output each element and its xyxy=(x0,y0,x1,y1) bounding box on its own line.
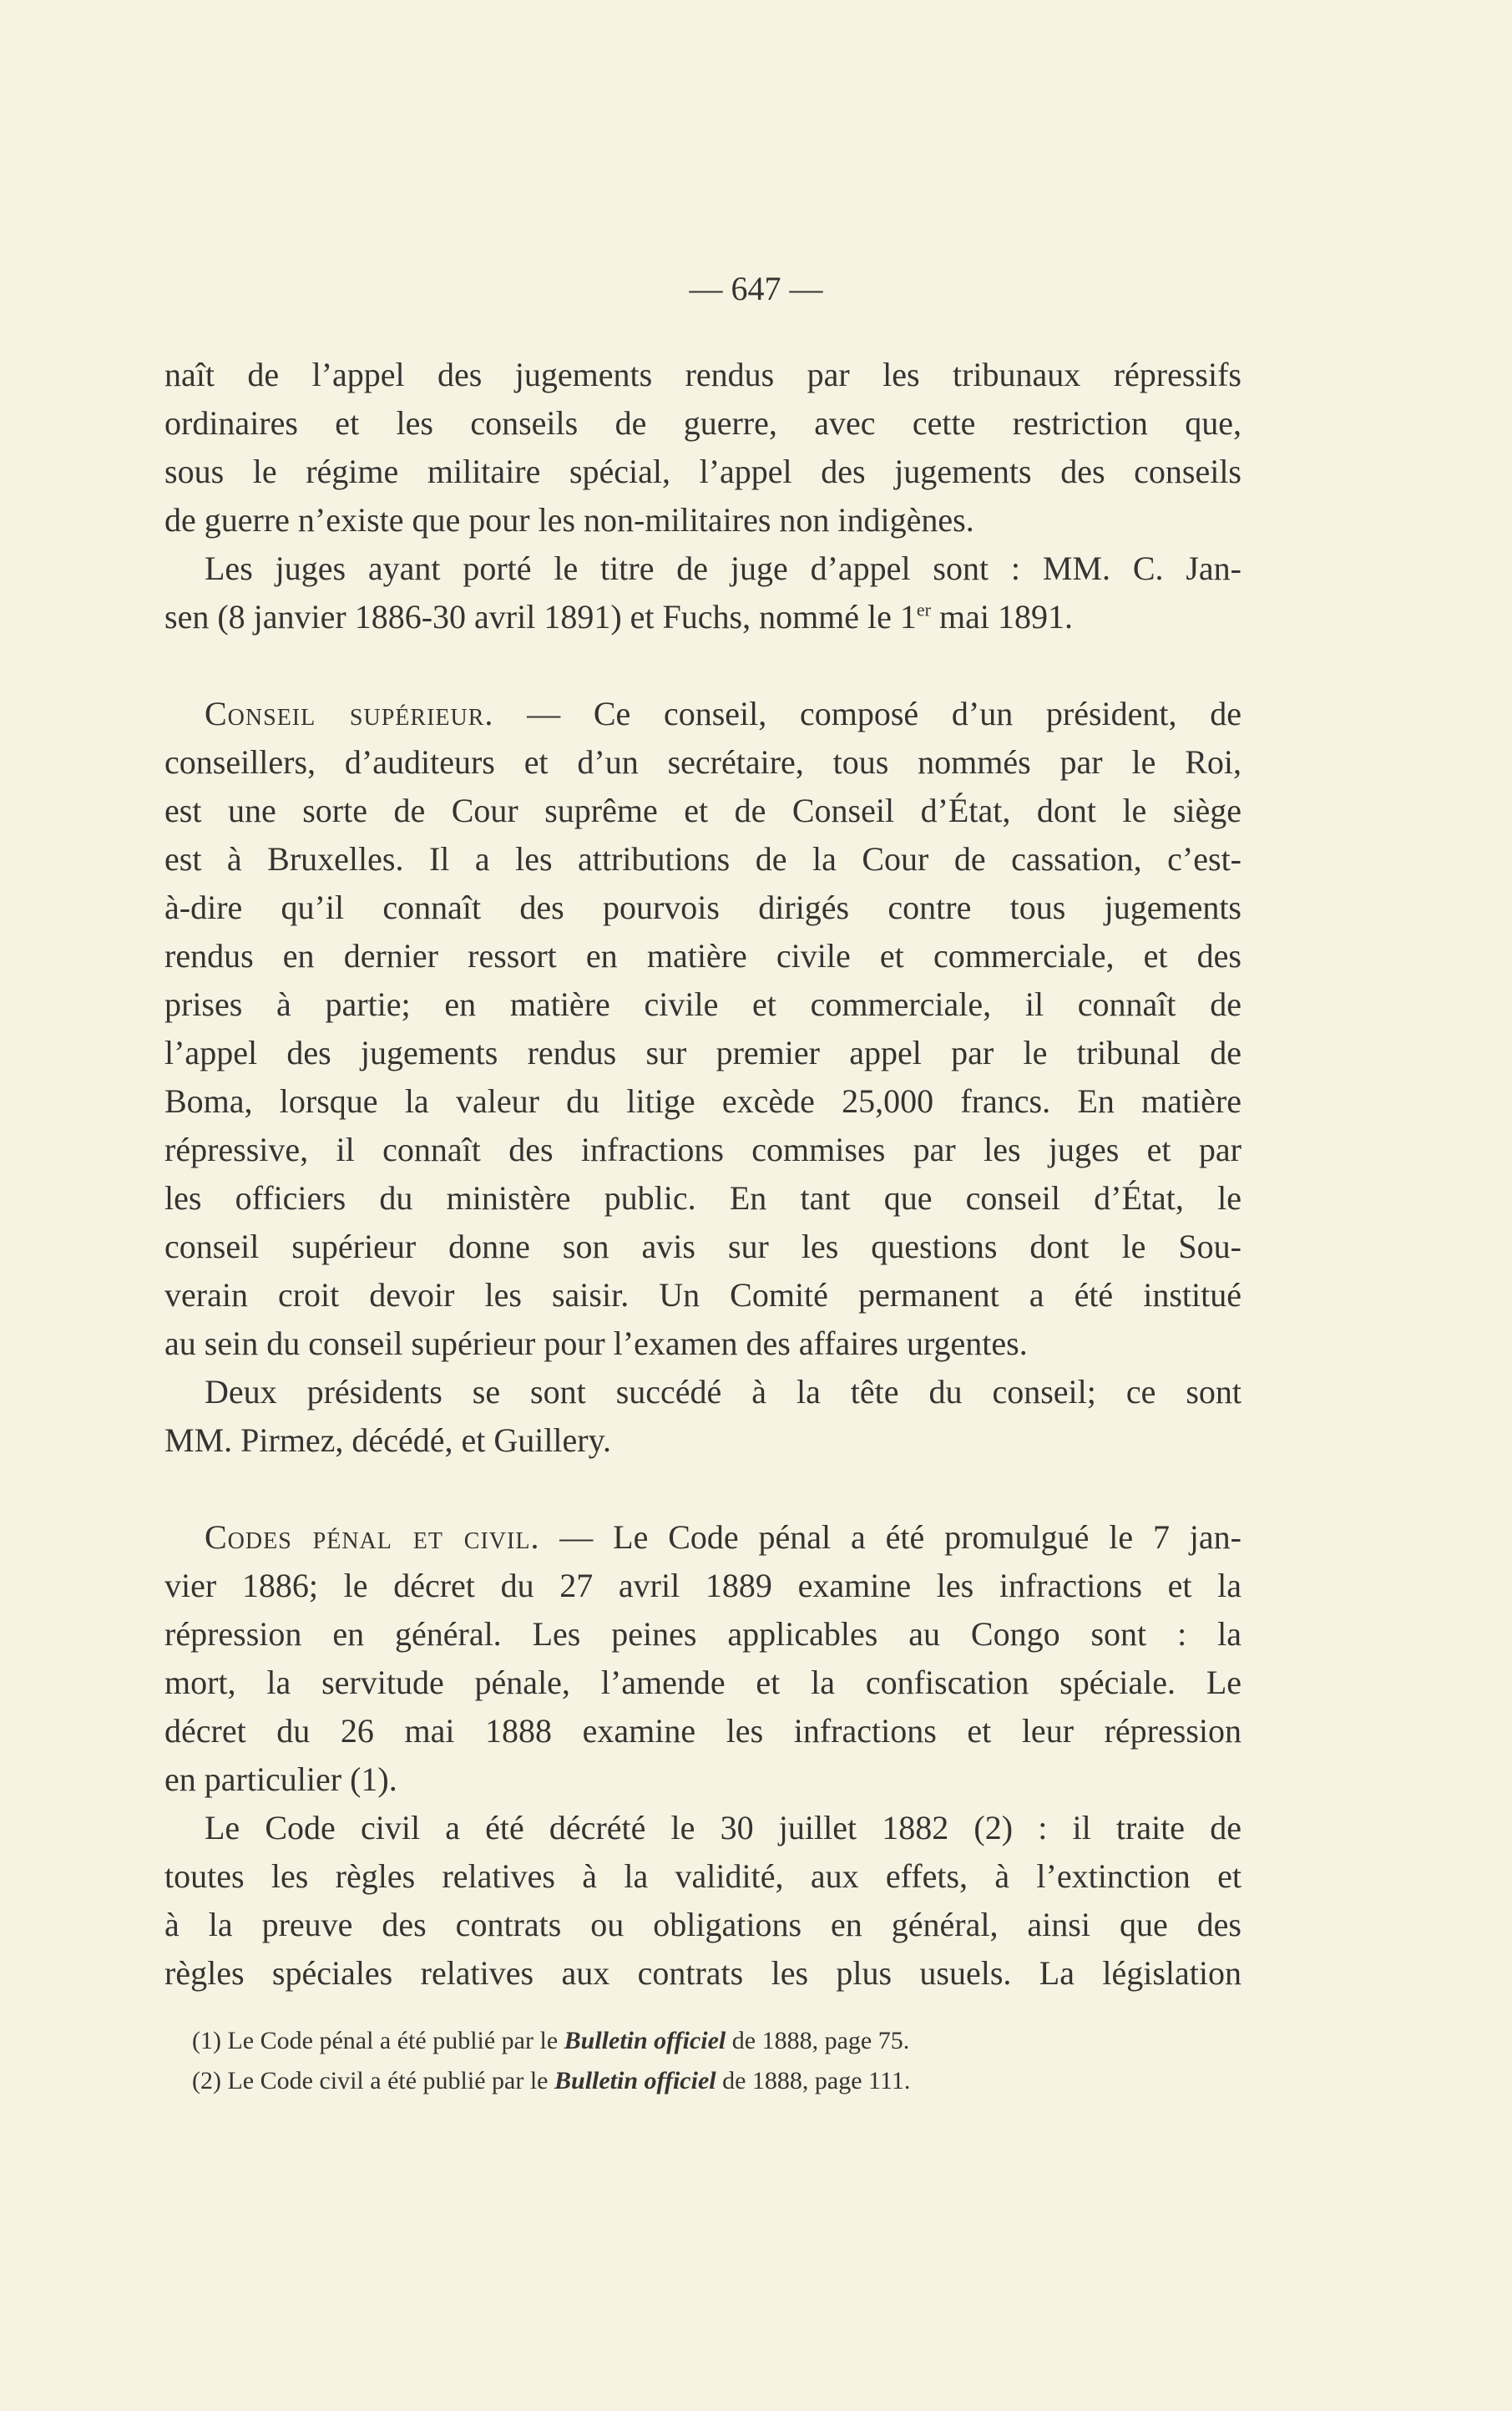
line-text: est à Bruxelles. Il a les attributions de la Cour de cassation, c’est- xyxy=(164,840,1241,878)
footnote-citation: Bulletin officiel xyxy=(554,2067,716,2094)
line-text: mort, la servitude pénale, l’amende et la confiscation spéciale. Le xyxy=(164,1664,1241,1701)
line-text: Boma, lorsque la valeur du litige excède 25,000 francs. En matière xyxy=(164,1082,1241,1120)
text-line xyxy=(164,545,1241,593)
section-heading: Conseil supérieur. xyxy=(205,695,494,732)
line-text: vier 1886; le décret du 27 avril 1889 examine les infractions et la xyxy=(164,1567,1241,1604)
body-text xyxy=(164,351,1241,1998)
text-line xyxy=(164,738,1241,787)
paragraph xyxy=(164,1368,1241,1465)
footnotes xyxy=(192,2021,1277,2101)
footnote-text: de 1888, page 111. xyxy=(716,2067,911,2094)
text-line xyxy=(164,1707,1241,1755)
footnote-citation: Bulletin officiel xyxy=(564,2027,726,2054)
line-text: — Ce conseil, composé d’un président, de xyxy=(493,695,1241,732)
paragraph xyxy=(164,690,1241,1368)
text-line xyxy=(164,1029,1241,1077)
text-line xyxy=(164,1804,1241,1852)
line-text: les officiers du ministère public. En tant que conseil d’État, le xyxy=(164,1179,1241,1217)
line-text: prises à partie; en matière civile et commerciale, il connaît de xyxy=(164,985,1241,1023)
text-line xyxy=(164,980,1241,1029)
footnote-text: (1) Le Code pénal a été publié par le xyxy=(192,2027,564,2054)
text-line xyxy=(164,1416,1241,1465)
text-line xyxy=(164,1223,1241,1271)
text-line xyxy=(164,496,1241,545)
line-text: à la preuve des contrats ou obligations en général, ainsi que des xyxy=(164,1906,1241,1943)
line-text: est une sorte de Cour suprême et de Conseil d’État, dont le siège xyxy=(164,792,1241,829)
footnote xyxy=(192,2021,1277,2061)
line-text: Deux présidents se sont succédé à la tête du conseil; ce sont xyxy=(205,1373,1241,1411)
section-gap xyxy=(164,1465,1241,1513)
text-line xyxy=(164,1610,1241,1659)
line-text: décret du 26 mai 1888 examine les infractions et leur répression xyxy=(164,1712,1241,1750)
text-line xyxy=(164,1755,1241,1804)
text-line xyxy=(164,1174,1241,1223)
line-text: règles spéciales relatives aux contrats les plus usuels. La législation xyxy=(164,1954,1241,1992)
line-text: sous le régime militaire spécial, l’appel des jugements des conseils xyxy=(164,453,1241,490)
line-text: l’appel des jugements rendus sur premier appel par le tribunal de xyxy=(164,1034,1241,1071)
line-text: mai 1891. xyxy=(931,598,1073,636)
line-text: toutes les règles relatives à la validité, aux effets, à l’extinction et xyxy=(164,1857,1241,1895)
text-line xyxy=(164,1513,1241,1562)
footnote xyxy=(192,2061,1277,2101)
line-text: Le Code civil a été décrété le 30 juillet 1882 (2) : il traite de xyxy=(205,1809,1241,1846)
line-text: naît de l’appel des jugements rendus par les tribunaux répressifs xyxy=(164,356,1241,393)
line-text: conseil supérieur donne son avis sur les questions dont le Sou- xyxy=(164,1228,1241,1265)
line-text: de guerre n’existe que pour les non-militaires non indigènes. xyxy=(164,501,974,539)
line-text: Les juges ayant porté le titre de juge d’appel sont : MM. C. Jan- xyxy=(205,550,1241,587)
text-line xyxy=(164,835,1241,884)
paragraph xyxy=(164,545,1241,641)
line-text: verain croit devoir les saisir. Un Comité permanent a été institué xyxy=(164,1276,1241,1314)
text-line xyxy=(164,448,1241,496)
text-line xyxy=(164,399,1241,448)
line-text: conseillers, d’auditeurs et d’un secrétaire, tous nommés par le Roi, xyxy=(164,743,1241,781)
line-text: en particulier (1). xyxy=(164,1760,397,1798)
line-text: au sein du conseil supérieur pour l’examen des affaires urgentes. xyxy=(164,1325,1028,1362)
line-text: ordinaires et les conseils de guerre, avec cette restriction que, xyxy=(164,404,1241,442)
line-text: répressive, il connaît des infractions commises par les juges et par xyxy=(164,1131,1241,1168)
text-line xyxy=(164,787,1241,835)
text-line xyxy=(164,1901,1241,1949)
text-line xyxy=(164,1077,1241,1126)
footnote-text: de 1888, page 75. xyxy=(726,2027,910,2054)
paragraph xyxy=(164,351,1241,545)
footnote-text: (2) Le Code civil a été publié par le xyxy=(192,2067,554,2094)
text-line xyxy=(164,351,1241,399)
section-heading: Codes pénal et civil. xyxy=(205,1518,540,1556)
line-text: sen (8 janvier 1886-30 avril 1891) et Fuchs, nommé le 1 xyxy=(164,598,917,636)
text-line xyxy=(164,1126,1241,1174)
text-line xyxy=(164,1659,1241,1707)
superscript: er xyxy=(916,599,932,620)
section-gap xyxy=(164,641,1241,690)
text-line xyxy=(164,1319,1241,1368)
paragraph xyxy=(164,1804,1241,1998)
line-text: à-dire qu’il connaît des pourvois dirigés contre tous jugements xyxy=(164,889,1241,926)
line-text: — Le Code pénal a été promulgué le 7 jan- xyxy=(539,1518,1241,1556)
text-line xyxy=(164,1271,1241,1319)
paragraph xyxy=(164,1513,1241,1804)
page-number: — 647 — xyxy=(689,270,823,307)
text-line xyxy=(164,690,1241,738)
line-text: MM. Pirmez, décédé, et Guillery. xyxy=(164,1421,612,1459)
text-line xyxy=(164,932,1241,980)
text-line xyxy=(164,1368,1241,1416)
text-line xyxy=(164,884,1241,932)
text-line xyxy=(164,1562,1241,1610)
text-line xyxy=(164,1852,1241,1901)
text-line xyxy=(164,1949,1241,1998)
text-line xyxy=(164,593,1241,641)
line-text: rendus en dernier ressort en matière civile et commerciale, et des xyxy=(164,937,1241,975)
line-text: répression en général. Les peines applicables au Congo sont : la xyxy=(164,1615,1241,1653)
